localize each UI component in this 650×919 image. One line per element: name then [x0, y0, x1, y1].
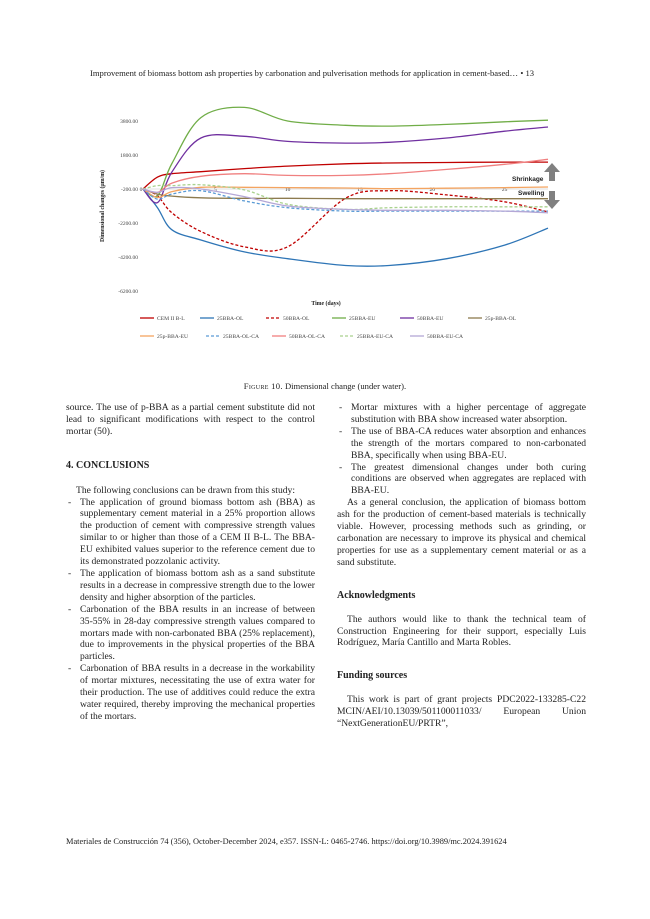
dimensional-change-chart	[0, 0, 650, 360]
conclusions-list-left	[66, 497, 315, 723]
y-tick-label: -6200.00	[118, 289, 138, 295]
conclusions-list-right	[337, 402, 586, 497]
series-line-25p-bba-eu	[143, 187, 548, 198]
y-tick-label: 3800.00	[120, 119, 138, 125]
legend-label: 25BBA-EU-CA	[357, 334, 394, 340]
y-tick-label: -4200.00	[118, 255, 138, 261]
x-tick-label: 20	[429, 187, 436, 193]
conclusion-item: - The use of BBA-CA reduces water absorption and enhances the strength of the mortars compared to non-carbonated BBA, specifically when using BBA-EU.	[337, 426, 586, 462]
conclusion-item: - Carbonation of BBA results in a decrease in the workability of mortar mixtures, necessitating the use of extra water for their production. The use of additives could reduce the extra water required, thereby improving the mechanical properties of the mortars.	[66, 663, 315, 723]
general-conclusion: As a general conclusion, the application of biomass bottom ash for the production of cement-based materials is technically viable. However, processing methods such as grinding, or carbonation are necessary to improve its physical and chemical properties for use as a supplementary cement material or as a sand substitute.	[337, 497, 586, 568]
left-column	[66, 402, 315, 723]
running-title: Improvement of biomass bottom ash properties by carbonation and pulverisation methods for application in cement-based…	[90, 68, 519, 78]
legend-label: 50BBA-OL-CA	[289, 334, 326, 340]
acknowledgments-text: The authors would like to thank the technical team of Construction Engineering for their support, especially Luis Rodríguez, María Cantillo and Marta Robles.	[337, 613, 586, 649]
y-tick-label: 1800.00	[120, 153, 138, 159]
conclusions-intro: The following conclusions can be drawn from this study:	[76, 484, 296, 496]
x-tick-label: 5	[213, 187, 217, 193]
x-axis-label: Time (days)	[311, 301, 341, 307]
series-line-25bba-ol	[143, 189, 548, 266]
figure-caption-text: Dimensional change (under water).	[282, 381, 407, 391]
series-line-25bba-ol-ca	[143, 189, 548, 211]
y-tick-label: -2200.00	[118, 221, 138, 227]
page-footer: Materiales de Construcción 74 (356), October-December 2024, e357. ISSN-L: 0465-2746. https://doi.org/10.3989/mc.2024.391624	[66, 837, 507, 846]
legend-label: 50BBA-OL	[283, 316, 310, 322]
legend-label: 25BBA-OL	[217, 316, 244, 322]
section-heading-conclusions: 4. CONCLUSIONS	[66, 459, 150, 471]
page-number: • 13	[520, 68, 535, 78]
series-line-25bba-eu	[143, 107, 548, 197]
x-tick-label: 0	[139, 187, 143, 193]
x-tick-label: 15	[357, 187, 363, 193]
chart-series-group	[143, 107, 548, 266]
conclusion-item: - Carbonation of the BBA results in an increase of between 35-55% in 28-day compressive strength values compared to mortars made with non-carbonated BBA (25% replacement), due to improvements in the physical properties of the BBA particles.	[66, 604, 315, 664]
shrinkage-arrow-up-icon	[544, 163, 560, 181]
conclusion-item: - Mortar mixtures with a higher percentage of aggregate substitution with BBA show increased water absorption.	[337, 402, 586, 426]
chart-legend	[140, 316, 517, 340]
conclusion-item: - The greatest dimensional changes under both curing conditions are observed when aggregates are replaced with BBA-EU.	[337, 462, 586, 498]
funding-text: This work is part of grant projects PDC2022-133285-C22 MCIN/AEI/10.13039/501100011033/ European Union “NextGenerationEU/PRTR”,	[337, 694, 586, 730]
x-tick-label: 25	[501, 187, 508, 193]
legend-label: 25p-BBA-OL	[485, 316, 517, 322]
swelling-label: Swelling	[518, 190, 545, 197]
shrink-swell-arrows	[512, 163, 560, 209]
acknowledgments-heading: Acknowledgments	[337, 589, 416, 601]
legend-label: 50BBA-EU	[417, 316, 444, 322]
figure-caption	[0, 381, 650, 391]
figure-caption-label: Figure 10.	[243, 381, 283, 391]
shrinkage-label: Shrinkage	[512, 176, 544, 183]
legend-label: CEM II B-L	[157, 316, 185, 322]
y-axis-label: Dimensional changes (µm/m)	[100, 170, 106, 242]
chart-axes	[99, 119, 548, 307]
conclusion-item: - The application of biomass bottom ash as a sand substitute results in a decrease in compressive strength due to the lower density and higher absorption of the particles.	[66, 568, 315, 604]
y-tick-label: -200.00	[121, 187, 138, 193]
conclusion-item: - The application of ground biomass bottom ash (BBA) as supplementary cement material in a 25% proportion allows the production of cement with compressive strength values similar to or higher than those of a CEM II B-L. The BBA-EU exhibited values superior to the reference cement due to its demonstrated pozzolanic activity.	[66, 497, 315, 568]
legend-label: 25BBA-OL-CA	[223, 334, 260, 340]
funding-heading: Funding sources	[337, 670, 408, 682]
legend-label: 50BBA-EU-CA	[427, 334, 464, 340]
right-column	[337, 402, 586, 730]
legend-label: 25BBA-EU	[349, 316, 376, 322]
intro-paragraph: source. The use of p-BBA as a partial cement substitute did not lead to significant modifications with respect to the control mortar (50).	[66, 402, 315, 437]
legend-label: 25p-BBA-EU	[157, 334, 189, 340]
x-tick-label: 10	[284, 187, 291, 193]
